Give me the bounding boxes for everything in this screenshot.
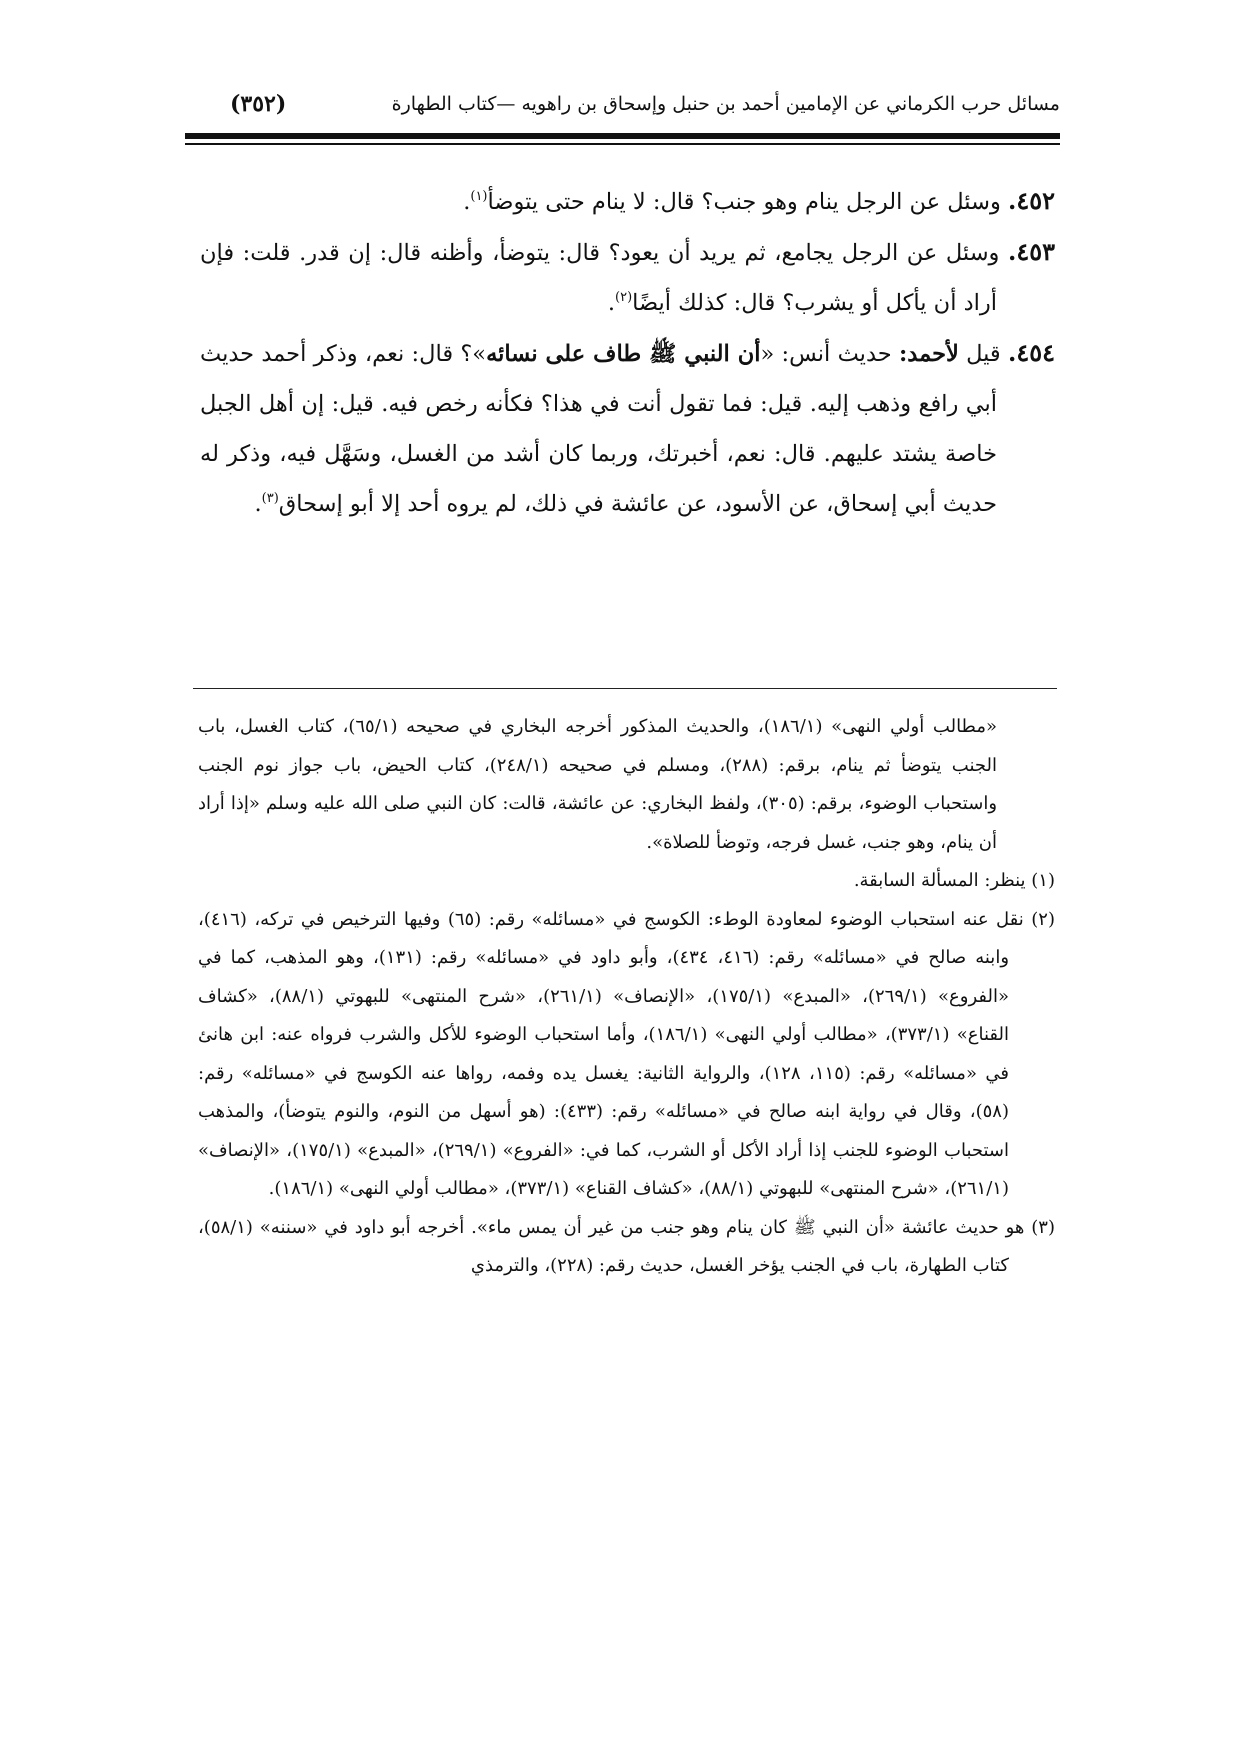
issue-text: »؟ قال: نعم، وذكر أحمد حديث أبي رافع وذهب إليه. قيل: فما تقول أنت في هذا؟ فكأنه رخص فيه. قيل: إن أهل الجبل خاصة يشتد عليهم. قال: نعم، أخبرتك، وربما كان أشد من الغسل، وسَهَّل فيه، وذكر له حديث أبي إسحاق، عن الأسود، عن عائشة في ذلك، لم يروه أحد إلا أبو إسحاق — [200, 341, 997, 517]
issue-number: ٤٥٢. — [1007, 186, 1055, 215]
running-header — [185, 84, 1060, 124]
issue-text: وسئل عن الرجل يجامع، ثم يريد أن يعود؟ قال: يتوضأ، وأظنه قال: إن قدر. قلت: فإن أراد أن يأكل أو يشرب؟ قال: كذلك أيضًا — [200, 240, 1008, 316]
issue-bold-name: لأحمد: — [898, 341, 959, 367]
footnote-label: (٣) — [1031, 1216, 1055, 1238]
header-rule-thick — [185, 133, 1060, 139]
header-rule-thin — [185, 143, 1060, 145]
issue-454 — [200, 328, 1055, 529]
issue-tail: . — [463, 189, 471, 215]
main-text — [200, 176, 1055, 529]
issue-bold-hadith: أن النبي ﷺ طاف على نسائه — [486, 341, 761, 367]
footnote-carryover: «مطالب أولي النهى» (١٨٦/١)، والحديث المذكور أخرجه البخاري في صحيحه (٦٥/١)، كتاب الغسل، باب الجنب يتوضأ ثم ينام، برقم: (٢٨٨)، ومسلم في صحيحه (٢٤٨/١)، كتاب الحيض، باب جواز نوم الجنب واستحباب الوضوء، برقم: (٣٠٥)، ولفظ البخاري: عن عائشة، قالت: كان النبي صلى الله عليه وسلم «إذا أراد أن ينام، وهو جنب، غسل فرجه، وتوضأ للصلاة». — [198, 716, 998, 853]
issue-452 — [200, 176, 1055, 227]
footnote-text: هو حديث عائشة «أن النبي ﷺ كان ينام وهو جنب من غير أن يمس ماء». أخرجه أبو داود في «سننه» (٥٨/١)، كتاب الطهارة، باب في الجنب يؤخر الغسل، حديث رقم: (٢٢٨)، والترمذي — [198, 1216, 1032, 1276]
footnote-label: (٢) — [1031, 908, 1055, 930]
issue-lead: قيل — [958, 341, 1008, 367]
footnote-2 — [198, 901, 1055, 1209]
footnote-ref: (٢) — [615, 290, 633, 305]
issue-number: ٤٥٤. — [1007, 338, 1056, 367]
footnote-ref: (١) — [470, 189, 488, 204]
issue-tail: . — [607, 290, 615, 316]
issue-mid: حديث أنس: « — [760, 341, 899, 367]
page-number: (٣٥٢) — [230, 91, 287, 117]
footnote-text: نقل عنه استحباب الوضوء لمعاودة الوطء: الكوسج في «مسائله» رقم: (٦٥) وفيها الترخيص في تركه، (٤١٦)، وابنه صالح في «مسائله» رقم: (٤١٦، ٤٣٤)، وأبو داود في «مسائله» رقم: (١٣١)، وهو المذهب، كما في «الفروع» (٢٦٩/١)، «المبدع» (١٧٥/١)، «الإنصاف» (٢٦١/١)، «شرح المنتهى» للبهوتي (٨٨/١)، «كشاف القناع» (٣٧٣/١)، «مطالب أولي النهى» (١٨٦/١)، وأما استحباب الوضوء للأكل والشرب فرواه عنه: ابن هانئ في «مسائله» رقم: (١١٥، ١٢٨)، والرواية الثانية: يغسل يده وفمه، رواها عنه الكوسج في «مسائله» رقم: (٥٨)، وقال في رواية ابنه صالح في «مسائله» رقم: (٤٣٣): (هو أسهل من النوم، والنوم يتوضأ)، والمذهب استحباب الوضوء للجنب إذا أراد الأكل أو الشرب، كما في: «الفروع» (٢٦٩/١)، «المبدع» (١٧٥/١)، «الإنصاف» (٢٦١/١)، «شرح المنتهى» للبهوتي (٨٨/١)، «كشاف القناع» (٣٧٣/١)، «مطالب أولي النهى» (١٨٦/١). — [198, 908, 1032, 1199]
running-header-title: مسائل حرب الكرماني عن الإمامين أحمد بن حنبل وإسحاق بن راهويه —كتاب الطهارة — [391, 93, 1060, 115]
footnote-separator — [193, 688, 1057, 689]
footnote-label: (١) — [1031, 870, 1055, 891]
footnote-1 — [198, 862, 1055, 901]
footnote-text: ينظر: المسألة السابقة. — [853, 870, 1032, 891]
issue-453 — [200, 227, 1055, 328]
footnote-3 — [198, 1209, 1055, 1286]
issue-text: وسئل عن الرجل ينام وهو جنب؟ قال: لا ينام حتى يتوضأ — [487, 189, 1008, 215]
issue-tail: . — [254, 491, 262, 517]
footnote-ref: (٣) — [261, 491, 279, 506]
issue-number: ٤٥٣. — [1007, 237, 1055, 266]
footnotes — [198, 708, 1055, 1286]
